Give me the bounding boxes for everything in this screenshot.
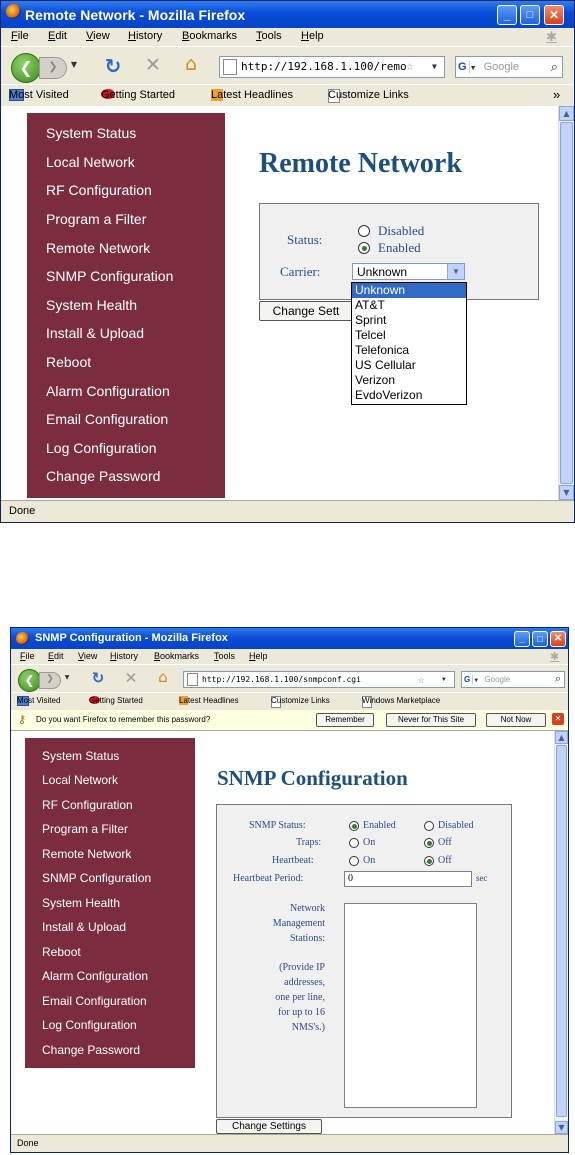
scroll-thumb[interactable] [556, 745, 567, 1117]
heartbeat-on-radio[interactable] [349, 856, 359, 866]
stop-icon[interactable]: ✕ [124, 669, 138, 687]
carrier-label: Carrier: [280, 264, 321, 279]
heartbeat-period-label: Heartbeat Period: [233, 873, 304, 884]
menu-view[interactable]: View [78, 651, 98, 661]
sidebar-item-install-upload[interactable]: Install & Upload [46, 325, 145, 341]
sidebar-item-program-filter[interactable]: Program a Filter [42, 822, 129, 836]
not-now-button[interactable]: Not Now [486, 713, 546, 727]
sidebar-item-rf-configuration[interactable]: RF Configuration [42, 798, 133, 812]
window-titlebar [11, 628, 568, 649]
sidebar-item-alarm-configuration[interactable]: Alarm Configuration [42, 969, 149, 983]
status-disabled-radio[interactable] [358, 225, 370, 237]
menu-history[interactable]: History [110, 651, 139, 661]
heartbeat-period-value: 0 [348, 873, 353, 884]
status-bar [11, 1134, 568, 1153]
window-title: Remote Network - Mozilla Firefox [25, 7, 246, 23]
sidebar-item-change-password[interactable]: Change Password [46, 468, 161, 484]
menu-tools[interactable]: Tools [214, 651, 236, 661]
vertical-scrollbar[interactable] [554, 731, 568, 1134]
nms-stations-textarea[interactable] [344, 903, 477, 1108]
scroll-down-icon[interactable]: ▼ [559, 485, 574, 500]
bookmarks-overflow-icon[interactable]: » [553, 87, 561, 102]
nms-hint-line: one per line, [275, 992, 325, 1003]
page-content [1, 106, 574, 500]
heartbeat-label: Heartbeat: [272, 855, 314, 866]
back-button[interactable]: ❮ [11, 53, 41, 83]
forward-button[interactable]: ❯ [39, 57, 67, 79]
menu-view[interactable]: View [86, 30, 110, 42]
status-label: Status: [287, 232, 323, 247]
sidebar-item-system-health[interactable]: System Health [42, 896, 121, 910]
page-icon [187, 673, 198, 686]
sidebar-item-system-health[interactable]: System Health [46, 297, 138, 313]
sidebar-nav [27, 113, 225, 498]
status-disabled-label: Disabled [378, 223, 425, 238]
carrier-option[interactable]: Verizon [355, 373, 396, 387]
change-settings-button[interactable]: Change Sett [259, 301, 353, 321]
snmp-enabled-radio[interactable] [349, 821, 359, 831]
carrier-option[interactable]: US Cellular [355, 358, 416, 372]
stop-icon[interactable]: ✕ [145, 54, 161, 76]
password-notification-bar [11, 710, 568, 731]
url-text: http://192.168.1.100/remo [241, 60, 407, 73]
carrier-option[interactable]: EvdoVerizon [355, 388, 423, 402]
carrier-dropdown-list [351, 282, 467, 405]
sidebar-item-reboot[interactable]: Reboot [42, 945, 81, 959]
nms-label-line: Management [272, 918, 325, 929]
sidebar-item-system-status[interactable]: System Status [42, 749, 120, 763]
menu-tools[interactable]: Tools [256, 30, 282, 42]
history-dropdown-icon[interactable]: ▼ [64, 674, 70, 681]
carrier-option[interactable]: Telcel [355, 328, 386, 342]
home-icon[interactable]: ⌂ [184, 53, 198, 75]
sidebar-item-log-configuration[interactable]: Log Configuration [42, 1018, 137, 1032]
history-dropdown-icon[interactable]: ▼ [70, 60, 78, 69]
window-titlebar [1, 1, 574, 28]
maximize-button[interactable]: □ [532, 631, 548, 647]
menu-file[interactable]: File [20, 651, 35, 661]
nms-hint-line: for up to 16 [278, 1007, 325, 1018]
menu-bookmarks[interactable]: Bookmarks [154, 651, 200, 661]
password-prompt-text: Do you want Firefox to remember this password? [36, 715, 211, 724]
status-bar [1, 500, 574, 523]
firefox-window-snmp-configuration [10, 627, 569, 1153]
bookmarks-toolbar: Most Visited Getting Started Latest Headlines Customize Links Windows Marketplace [11, 692, 568, 711]
page-title: SNMP Configuration [217, 766, 408, 790]
close-button[interactable]: ✕ [544, 5, 564, 25]
bookmark-star-icon[interactable]: ☆ [418, 673, 425, 686]
menu-help[interactable]: Help [301, 30, 324, 42]
carrier-select[interactable] [352, 263, 465, 280]
navigation-toolbar [11, 664, 568, 693]
search-magnifier-icon[interactable]: ⌕ [554, 673, 561, 685]
vertical-scrollbar[interactable] [558, 106, 574, 500]
never-for-this-site-button[interactable]: Never for This Site [386, 713, 476, 727]
sidebar-item-snmp-configuration[interactable]: SNMP Configuration [46, 268, 174, 284]
scroll-thumb[interactable] [560, 122, 573, 484]
address-bar[interactable] [219, 56, 445, 78]
forward-button[interactable]: ❯ [39, 672, 61, 689]
navigation-toolbar [1, 46, 574, 85]
carrier-option[interactable]: Telefonica [355, 343, 410, 357]
sidebar-item-install-upload[interactable]: Install & Upload [42, 920, 127, 934]
page-title: Remote Network [259, 148, 462, 179]
nms-hint-line: (Provide IP [279, 962, 325, 973]
minimize-button[interactable]: _ [514, 631, 530, 647]
reload-icon[interactable]: ↻ [104, 54, 122, 78]
traps-on-label: On [363, 837, 376, 848]
reload-icon[interactable]: ↻ [91, 669, 105, 687]
traps-off-radio[interactable] [424, 838, 434, 848]
sidebar-nav [25, 738, 195, 1068]
firefox-icon [16, 632, 29, 645]
url-text: http://192.168.1.100/snmpconf.cgi [202, 675, 361, 684]
heartbeat-off-radio[interactable] [424, 856, 434, 866]
google-engine-icon[interactable]: G [456, 61, 470, 73]
snmp-config-form [216, 804, 512, 1118]
sidebar-item-remote-network[interactable]: Remote Network [42, 847, 132, 861]
sidebar-item-remote-network[interactable]: Remote Network [46, 240, 151, 256]
close-notification-icon[interactable]: ✕ [552, 713, 564, 725]
status-enabled-radio[interactable] [358, 242, 370, 254]
snmp-disabled-label: Disabled [438, 820, 474, 831]
sidebar-item-program-filter[interactable]: Program a Filter [46, 211, 147, 227]
google-engine-icon[interactable]: G [462, 675, 473, 684]
snmp-enabled-label: Enabled [363, 820, 396, 831]
sidebar-item-system-status[interactable]: System Status [46, 125, 137, 141]
search-box[interactable]: G ▼ Google ⌕ [461, 671, 565, 688]
sidebar-item-email-configuration[interactable]: Email Configuration [46, 411, 169, 427]
heartbeat-period-input[interactable] [344, 871, 472, 887]
bookmarks-toolbar: Most Visited Getting Started Latest Headlines Customize Links » [1, 84, 574, 107]
traps-on-radio[interactable] [349, 838, 359, 848]
sidebar-item-email-configuration[interactable]: Email Configuration [42, 994, 147, 1008]
close-button[interactable]: ✕ [550, 631, 566, 647]
status-text: Done [17, 1138, 39, 1148]
search-placeholder: Google [484, 675, 511, 684]
firefox-window-remote-network [0, 0, 575, 523]
sidebar-item-change-password[interactable]: Change Password [42, 1043, 141, 1057]
menu-file[interactable]: File [11, 30, 29, 42]
carrier-option[interactable]: AT&T [355, 298, 385, 312]
sidebar-item-local-network[interactable]: Local Network [46, 154, 135, 170]
heartbeat-off-label: Off [438, 855, 452, 866]
back-button[interactable]: ❮ [18, 669, 41, 692]
scroll-down-icon[interactable]: ▼ [555, 1121, 568, 1134]
throbber-icon: ✱ [550, 651, 560, 663]
address-bar[interactable] [183, 671, 455, 688]
menu-edit[interactable]: Edit [48, 30, 67, 42]
nms-label-line: Stations: [289, 933, 325, 944]
menu-help[interactable]: Help [249, 651, 268, 661]
sidebar-item-log-configuration[interactable]: Log Configuration [46, 440, 157, 456]
heartbeat-on-label: On [363, 855, 376, 866]
page-content [11, 731, 568, 1134]
nms-label-line: Network [290, 903, 325, 914]
snmp-status-label: SNMP Status: [249, 820, 306, 831]
sidebar-item-snmp-configuration[interactable]: SNMP Configuration [42, 871, 152, 885]
menu-bar [1, 28, 574, 46]
carrier-value: Unknown [357, 265, 408, 279]
scroll-up-icon[interactable]: ▲ [555, 731, 568, 744]
status-enabled-label: Enabled [378, 240, 421, 255]
minimize-button[interactable]: _ [497, 5, 517, 25]
snmp-disabled-radio[interactable] [424, 821, 434, 831]
bookmark-star-icon[interactable]: ☆ [406, 59, 414, 74]
menu-bar [11, 649, 568, 664]
sidebar-item-reboot[interactable]: Reboot [46, 354, 92, 370]
key-icon: ⚷ [18, 714, 27, 726]
firefox-icon [6, 4, 21, 19]
traps-label: Traps: [296, 837, 322, 848]
sidebar-item-local-network[interactable]: Local Network [42, 773, 119, 787]
nms-hint-line: NMS's.) [291, 1022, 325, 1033]
window-title: SNMP Configuration - Mozilla Firefox [35, 632, 228, 644]
throbber-icon: ✱ [546, 29, 557, 44]
page-icon [223, 59, 237, 75]
nms-hint-line: addresses, [284, 977, 325, 988]
change-settings-button[interactable]: Change Settings [216, 1119, 322, 1134]
maximize-button[interactable]: □ [520, 5, 540, 25]
scroll-up-icon[interactable]: ▲ [559, 106, 574, 121]
home-icon[interactable]: ⌂ [158, 668, 168, 686]
carrier-option[interactable]: Unknown [352, 283, 466, 298]
remember-button[interactable]: Remember [316, 713, 374, 727]
search-box[interactable]: G ▼ Google ⌕ [455, 56, 563, 78]
sidebar-item-rf-configuration[interactable]: RF Configuration [46, 182, 152, 198]
traps-off-label: Off [438, 837, 452, 848]
url-dropdown-icon[interactable]: ▼ [442, 676, 446, 683]
carrier-option[interactable]: Sprint [355, 313, 387, 327]
heartbeat-unit-label: sec [476, 873, 488, 883]
menu-history[interactable]: History [128, 30, 163, 42]
menu-bookmarks[interactable]: Bookmarks [182, 30, 238, 42]
url-dropdown-icon[interactable]: ▼ [432, 62, 437, 71]
sidebar-item-alarm-configuration[interactable]: Alarm Configuration [46, 383, 170, 399]
status-text: Done [9, 505, 36, 517]
menu-edit[interactable]: Edit [48, 651, 64, 661]
search-magnifier-icon[interactable]: ⌕ [550, 59, 558, 74]
search-placeholder: Google [483, 61, 520, 73]
chevron-down-icon[interactable]: ▼ [447, 264, 464, 279]
